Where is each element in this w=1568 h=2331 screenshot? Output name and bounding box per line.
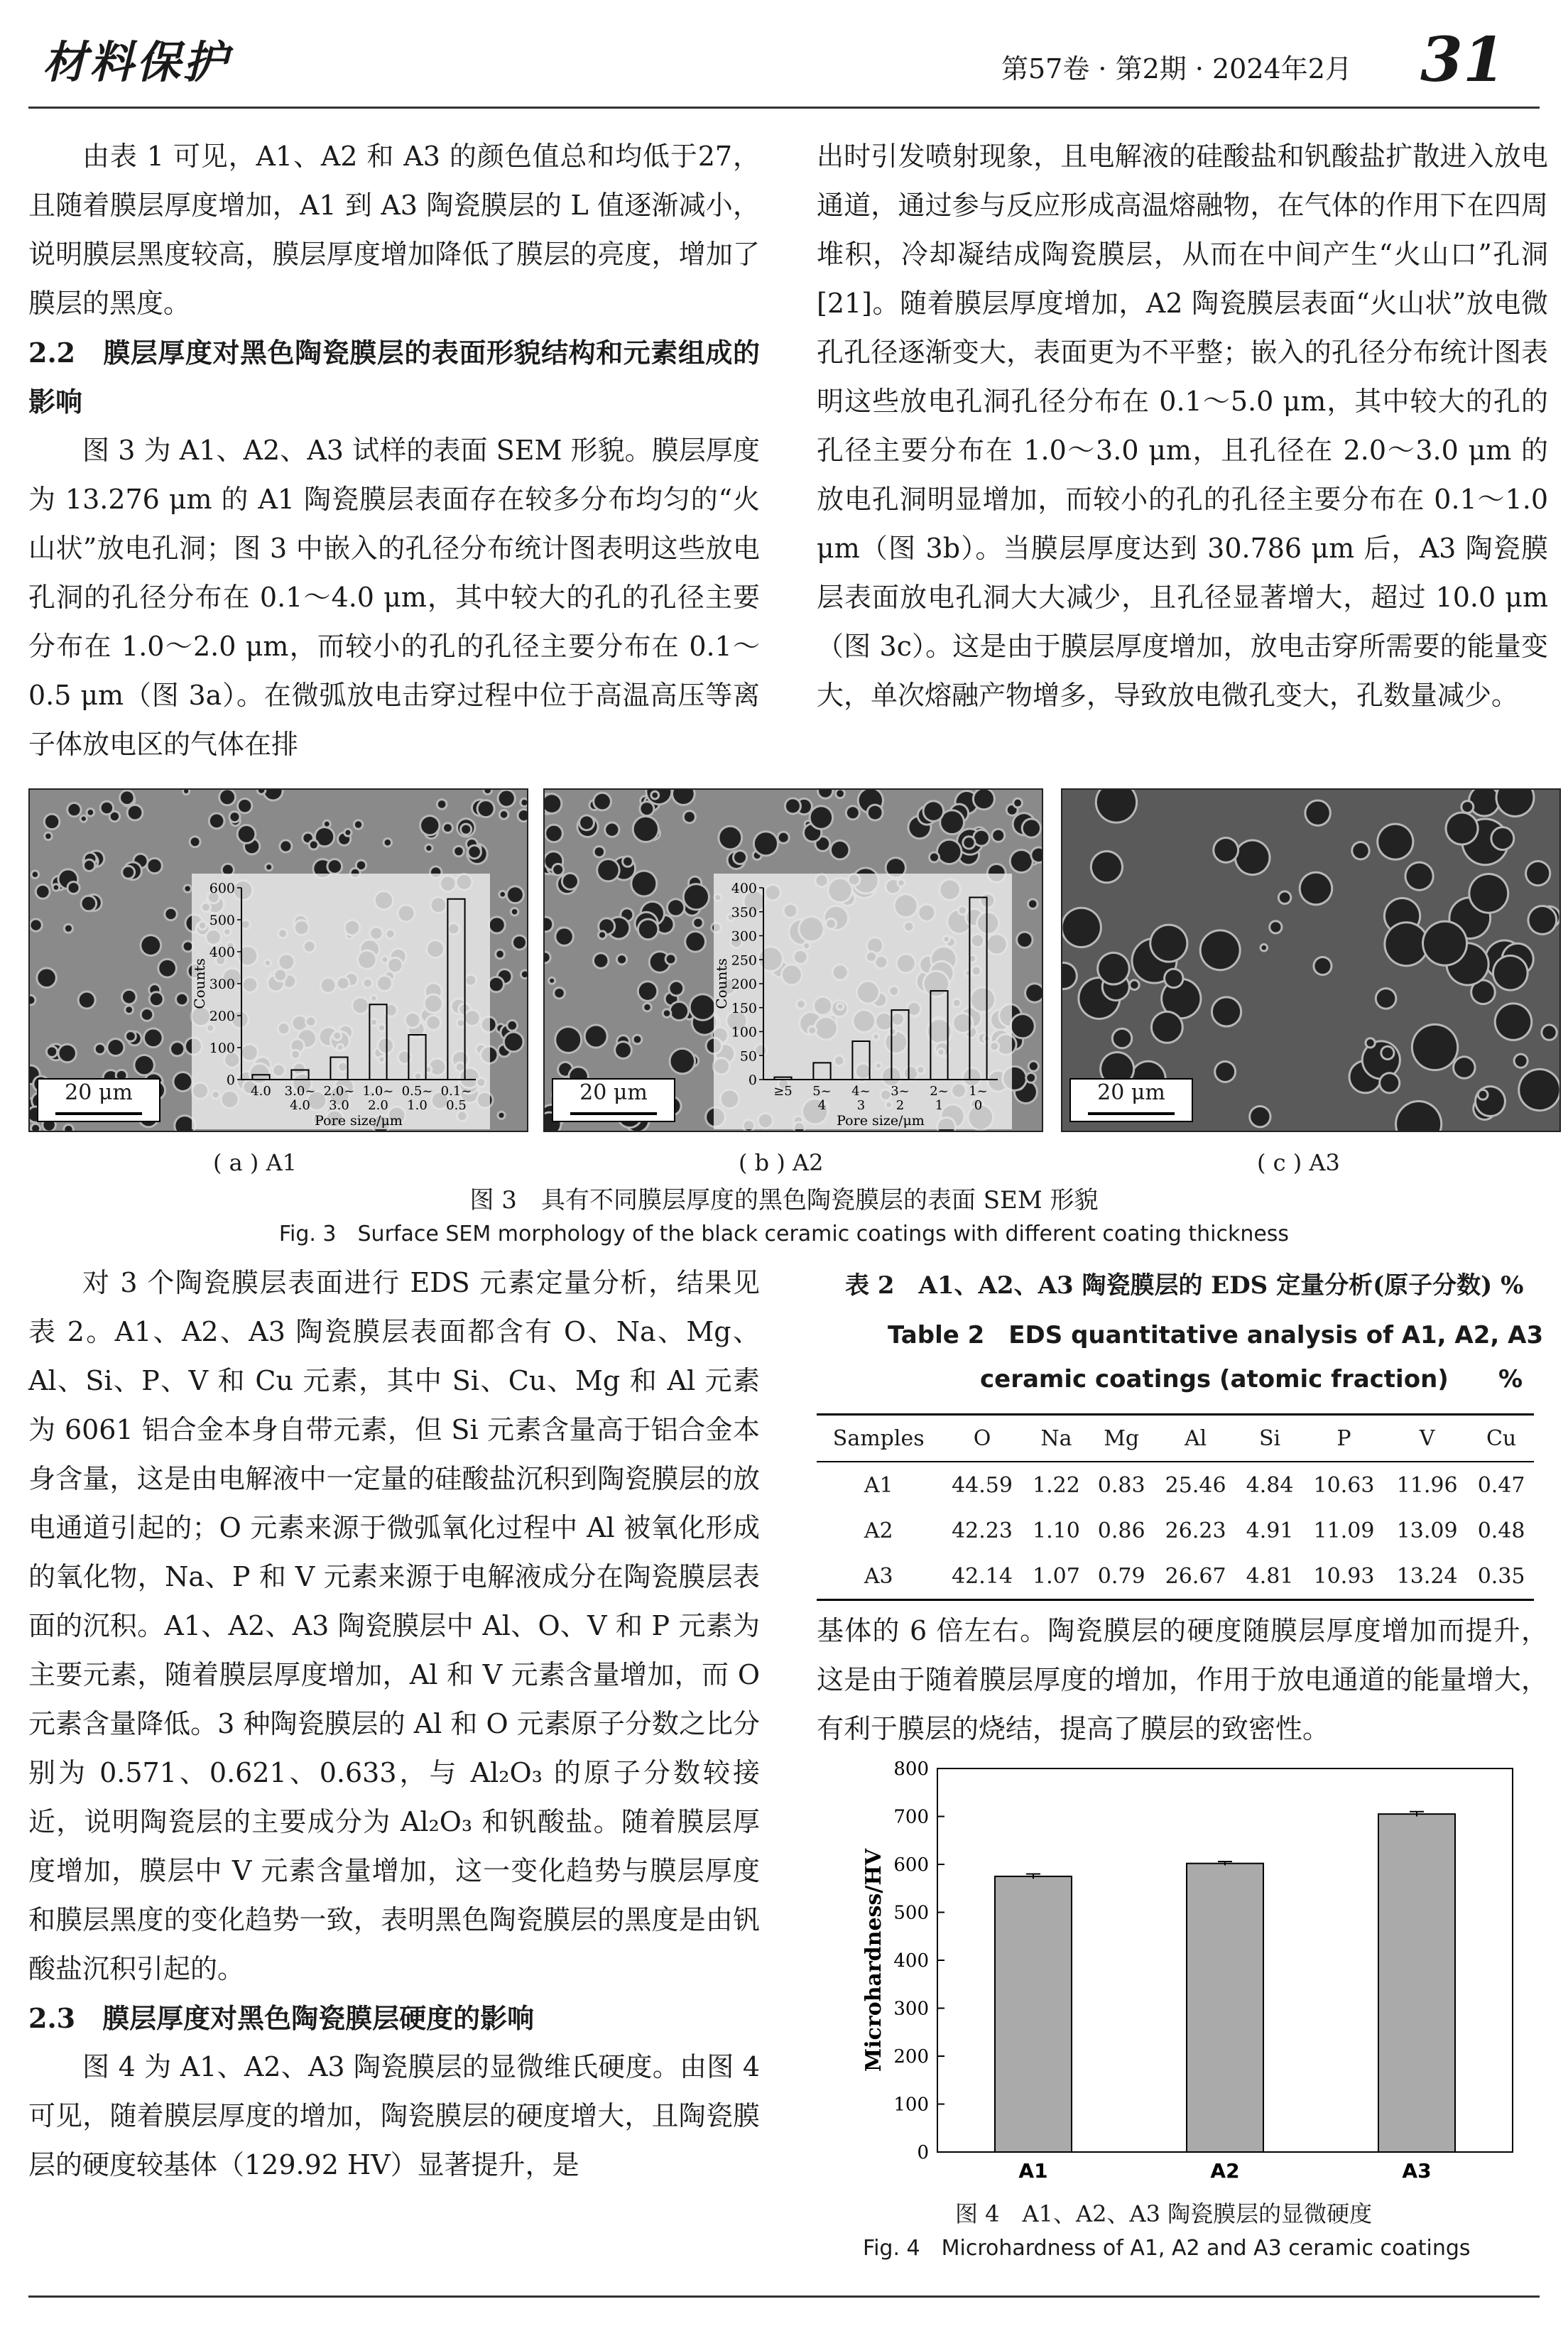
histogram-bar [774, 1077, 791, 1080]
table-cell: 11.09 [1313, 1518, 1375, 1543]
y-tick-label: 50 [739, 1048, 757, 1065]
table-cell: 0.86 [1097, 1518, 1145, 1543]
x-tick-label: A3 [1402, 2159, 1432, 2183]
y-tick-label: 150 [731, 1000, 757, 1016]
table-cell: 0.47 [1477, 1472, 1525, 1498]
y-tick-label: 700 [893, 1806, 929, 1828]
y-tick-label: 100 [893, 2094, 929, 2116]
histogram-bar [969, 898, 986, 1080]
sem-image-a2 [543, 788, 1043, 1132]
fig3-sublabel-c: ( c ) A3 [1257, 1149, 1340, 1176]
x-tick-label: 0 [974, 1098, 983, 1113]
eds-table [817, 1413, 1534, 1601]
table-cell: 42.14 [952, 1563, 1013, 1589]
y-tick-label: 400 [209, 945, 235, 960]
y-axis-label: Counts [714, 958, 730, 1009]
table-cell: 26.67 [1165, 1563, 1226, 1589]
x-tick-label: 4~ [851, 1084, 871, 1099]
y-tick-label: 400 [731, 881, 757, 896]
y-tick-label: 200 [731, 977, 757, 992]
table2-title-en-2: ceramic coatings (atomic fraction) [980, 1365, 1449, 1393]
y-tick-label: 250 [731, 952, 757, 969]
table2-title-en-1: Table 2 EDS quantitative analysis of A1, A2, A3 [888, 1321, 1544, 1349]
table-cell: 4.84 [1246, 1472, 1294, 1498]
table-header-row [817, 1415, 1534, 1462]
x-tick-label: A1 [1018, 2159, 1048, 2183]
histogram-bar [252, 1075, 269, 1080]
y-tick-label: 100 [731, 1024, 757, 1040]
x-tick-label: 2 [895, 1098, 905, 1113]
x-tick-label: 3~ [891, 1084, 910, 1099]
table-cell: A3 [864, 1563, 893, 1589]
fig4-caption-cn: 图 4 A1、A2、A3 陶瓷膜层的显微硬度 [955, 2200, 1373, 2227]
x-tick-label: 2.0 [368, 1098, 388, 1113]
table-cell: 0.83 [1097, 1472, 1145, 1498]
y-tick-label: 400 [893, 1950, 929, 1972]
fig3-caption-cn: 图 3 具有不同膜层厚度的黑色陶瓷膜层的表面 SEM 形貌 [469, 1186, 1099, 1215]
paragraph: 图 3 为 A1、A2、A3 试样的表面 SEM 形貌。膜层厚度为 13.276 μm 的 A1 陶瓷膜层表面存在较多分布均匀的“火山状”放电孔洞；图 3 中嵌入的孔径分布统计图表明这些放电孔洞的孔径分布在 0.1～4.0 μm，其中较大的孔的孔径主要分布在 1.0～2.0 μm，而较小的孔的孔径主要分布在 0.1～0.5 μm（图 3a）。在微弧放电击穿过程中位于高温高压等离子体放电区的气体在排 [28, 435, 760, 760]
y-tick-label: 200 [209, 1009, 235, 1024]
column-header: Samples [832, 1425, 925, 1451]
y-tick-label: 600 [209, 881, 235, 896]
x-tick-label: 3 [856, 1098, 866, 1113]
table-cell: 26.23 [1165, 1518, 1226, 1543]
column-header: Mg [1104, 1425, 1140, 1451]
histogram-bar [813, 1063, 830, 1080]
y-axis-label: Microhardness/HV [861, 1849, 886, 2072]
page-number: 31 [1420, 24, 1506, 96]
y-tick-label: 600 [893, 1854, 929, 1876]
y-tick-label: 0 [748, 1072, 757, 1088]
x-tick-label: 1.0 [407, 1098, 428, 1113]
right-column-lower [817, 1607, 1548, 1754]
y-tick-label: 300 [893, 1998, 929, 2020]
y-tick-label: 350 [731, 904, 757, 920]
histogram-bar [291, 1070, 308, 1080]
y-tick-label: 300 [209, 977, 235, 992]
hardness-bar [1187, 1864, 1263, 2152]
x-axis-label: Pore size/μm [837, 1113, 925, 1129]
table-cell: 0.79 [1097, 1563, 1145, 1589]
table-cell: 44.59 [952, 1472, 1013, 1498]
y-axis-label: Counts [192, 958, 208, 1009]
table-row [817, 1553, 1534, 1600]
histogram-bar [447, 899, 464, 1080]
pore-histogram-a [192, 874, 490, 1129]
histogram-bar [330, 1058, 347, 1080]
paragraph: 由表 1 可见，A1、A2 和 A3 的颜色值总和均低于27，且随着膜层厚度增加，A1 到 A3 陶瓷膜层的 L 值逐渐减小，说明膜层黑度较高，膜层厚度增加降低了膜层的亮度，增加了膜层的黑度。 [28, 141, 760, 319]
left-column-lower [28, 1259, 760, 2190]
paragraph: 图 4 为 A1、A2、A3 陶瓷膜层的显微维氏硬度。由图 4 可见，随着膜层厚度的增加，陶瓷膜层的硬度增大，且陶瓷膜层的硬度较基体（129.92 HV）显著提升，是 [28, 2051, 760, 2180]
y-tick-label: 0 [917, 2142, 929, 2163]
table-cell: 4.91 [1246, 1518, 1294, 1543]
left-column [28, 132, 760, 769]
table-cell: 42.23 [952, 1518, 1013, 1543]
column-header: Al [1184, 1425, 1207, 1451]
x-tick-label: 5~ [812, 1084, 832, 1099]
footer-rule [28, 2295, 1540, 2298]
x-tick-label: 1 [935, 1098, 944, 1113]
table-cell: 25.46 [1165, 1472, 1226, 1498]
issue-info: 第57卷 · 第2期 · 2024年2月 [1001, 53, 1352, 85]
table-cell: 1.07 [1033, 1563, 1080, 1589]
table-row [817, 1462, 1534, 1508]
scale-bar-c: 20 μm [1069, 1078, 1193, 1122]
table-cell: 10.63 [1313, 1472, 1375, 1498]
table-cell: 13.09 [1396, 1518, 1458, 1543]
table-cell: 0.48 [1477, 1518, 1525, 1543]
histogram-bar [891, 1010, 908, 1080]
sem-image-a3 [1061, 788, 1561, 1132]
paragraph: 对 3 个陶瓷膜层表面进行 EDS 元素定量分析，结果见表 2。A1、A2、A3 陶瓷膜层表面都含有 O、Na、Mg、Al、Si、P、V 和 Cu 元素，其中 Si、Cu、Mg 和 Al 元素为 6061 铝合金本身自带元素，但 Si 元素含量高于铝合金本身含量，这是由电解液中一定量的硅酸盐沉积到陶瓷膜层的放电通道引起的；O 元素来源于微弧氧化过程中 Al 被氧化形成的氧化物，Na、P 和 V 元素来源于电解液成分在陶瓷膜层表面的沉积。A1、A2、A3 陶瓷膜层中 Al、O、V 和 P 元素为主要元素，随着膜层厚度增加，Al 和 V 元素含量增加，而 O 元素含量降低。3 种陶瓷膜层的 Al 和 O 元素原子分数之比分别为 0.571、0.621、0.633，与 Al₂O₃ 的原子分数较接近，说明陶瓷层的主要成分为 Al₂O₃ 和钒酸盐。随着膜层厚度增加，膜层中 V 元素含量增加，这一变化趋势与膜层厚度和膜层黑度的变化趋势一致，表明黑色陶瓷膜层的黑度是由钒酸盐沉积引起的。 [28, 1267, 760, 1984]
paragraph: 基体的 6 倍左右。陶瓷膜层的硬度随膜层厚度增加而提升，这是由于随着膜层厚度的增加，作用于放电通道的能量增大，有利于膜层的烧结，提高了膜层的致密性。 [817, 1615, 1548, 1744]
x-tick-label: 4.0 [251, 1084, 271, 1099]
fig4-caption-en: Fig. 4 Microhardness of A1, A2 and A3 ceramic coatings [863, 2236, 1471, 2261]
table2-title-cn: 表 2 A1、A2、A3 陶瓷膜层的 EDS 定量分析(原子分数) % [845, 1271, 1524, 1300]
histogram-bar [408, 1035, 425, 1080]
microhardness-chart [852, 1754, 1534, 2195]
sem-image-a1 [28, 788, 528, 1132]
y-tick-label: 200 [893, 2046, 929, 2068]
table2-unit: % [1498, 1365, 1523, 1393]
table-cell: 13.24 [1396, 1563, 1458, 1589]
x-tick-label: 0.5 [446, 1098, 467, 1113]
y-tick-label: 500 [893, 1902, 929, 1924]
x-tick-label: ≥5 [773, 1084, 793, 1099]
table-cell: 0.35 [1477, 1563, 1525, 1589]
x-tick-label: 3.0~ [284, 1084, 316, 1099]
x-tick-label: 0.1~ [440, 1084, 472, 1099]
hardness-bar [1378, 1814, 1455, 2152]
fig3-sublabel-a: ( a ) A1 [213, 1149, 298, 1176]
paragraph: 出时引发喷射现象，且电解液的硅酸盐和钒酸盐扩散进入放电通道，通过参与反应形成高温熔融物，在气体的作用下在四周堆积，冷却凝结成陶瓷膜层，从而在中间产生“火山口”孔洞[21]。随着膜层厚度增加，A2 陶瓷膜层表面“火山状”放电微孔孔径逐渐变大，表面更为不平整；嵌入的孔径分布统计图表明这些放电孔洞孔径分布在 0.1～5.0 μm，其中较大的孔的孔径主要分布在 1.0～3.0 μm，且孔径在 2.0～3.0 μm 的放电孔洞明显增加，而较小的孔的孔径主要分布在 0.1～1.0 μm（图 3b）。当膜层厚度达到 30.786 μm 后，A3 陶瓷膜层表面放电孔洞大大减少，且孔径显著增大，超过 10.0 μm（图 3c）。这是由于膜层厚度增加，放电击穿所需要的能量变大，单次熔融产物增多，导致放电微孔变大，孔数量减少。 [817, 141, 1548, 711]
fig3-sublabel-b: ( b ) A2 [739, 1149, 824, 1176]
x-tick-label: 1~ [969, 1084, 988, 1099]
x-tick-label: A2 [1210, 2159, 1240, 2183]
histogram-bar [930, 991, 947, 1080]
scale-bar-a: 20 μm [37, 1078, 160, 1122]
column-header: P [1336, 1425, 1351, 1451]
x-tick-label: 2.0~ [323, 1084, 355, 1099]
pore-distribution-inset-b [714, 874, 1012, 1129]
histogram-bar [369, 1004, 386, 1080]
table-cell: A1 [864, 1472, 893, 1498]
x-tick-label: 3.0 [329, 1098, 349, 1113]
pore-histogram-b [714, 874, 1012, 1129]
table-cell: 11.96 [1396, 1472, 1458, 1498]
fig3-caption-en: Fig. 3 Surface SEM morphology of the black ceramic coatings with different coating thickness [278, 1222, 1290, 1246]
y-tick-label: 100 [209, 1040, 235, 1056]
y-tick-label: 500 [209, 913, 235, 928]
histogram-bar [852, 1041, 869, 1080]
column-header: Na [1040, 1425, 1072, 1451]
table-row [817, 1508, 1534, 1553]
table-cell: 1.10 [1033, 1518, 1080, 1543]
scale-bar-b: 20 μm [552, 1078, 675, 1122]
y-tick-label: 0 [226, 1072, 235, 1088]
section-heading: 2.2 膜层厚度对黑色陶瓷膜层的表面形貌结构和元素组成的影响 [28, 337, 760, 418]
y-tick-label: 300 [731, 928, 757, 945]
x-tick-label: 1.0~ [362, 1084, 394, 1099]
x-tick-label: 0.5~ [401, 1084, 433, 1099]
pore-distribution-inset-a [192, 874, 490, 1129]
table-cell: 1.22 [1033, 1472, 1080, 1498]
x-tick-label: 4 [817, 1098, 827, 1113]
header-rule [28, 107, 1540, 109]
section-heading: 2.3 膜层厚度对黑色陶瓷膜层硬度的影响 [28, 2002, 535, 2034]
column-header: Si [1258, 1425, 1281, 1451]
x-tick-label: 4.0 [290, 1098, 310, 1113]
table-cell: A2 [864, 1518, 893, 1543]
column-header: V [1419, 1425, 1435, 1451]
x-tick-label: 2~ [930, 1084, 949, 1099]
column-header: O [973, 1425, 991, 1451]
column-header: Cu [1486, 1425, 1517, 1451]
right-column [817, 132, 1548, 720]
table-cell: 10.93 [1313, 1563, 1375, 1589]
x-axis-label: Pore size/μm [315, 1113, 403, 1129]
journal-logo: 材料保护 [43, 36, 231, 88]
hardness-bar [995, 1876, 1072, 2152]
y-tick-label: 800 [893, 1759, 929, 1780]
table-cell: 4.81 [1246, 1563, 1294, 1589]
